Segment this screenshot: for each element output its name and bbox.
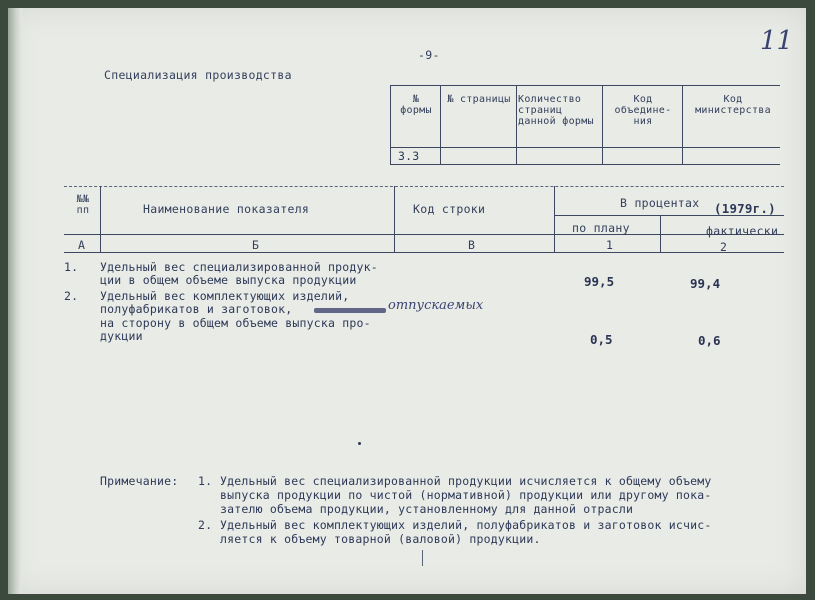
column-number-1: 1	[606, 238, 614, 252]
row-name-line: на сторону в общем объеме выпуска про-	[100, 316, 371, 330]
note-item-line: выпуска продукции по чистой (нормативной) продукции или другому пока-	[220, 488, 712, 502]
column-letter-a: А	[78, 238, 86, 252]
code-box-header-page-count: Количество страниц данной формы	[518, 94, 594, 127]
row-name-line: полуфабрикатов и заготовок,	[100, 302, 293, 316]
row-name-line: ции в общем объеме выпуска продукции	[100, 273, 357, 287]
year-stamp: (1979г.)	[714, 201, 776, 216]
page-binding-edge	[8, 8, 22, 594]
note-item-number: 1.	[198, 474, 213, 488]
code-box-header-ministry-code: Код министерства	[695, 94, 771, 116]
note-item-line: ляется к объему товарной (валовой) продукции.	[220, 532, 541, 546]
row-name-line: Удельный вес комплектующих изделий,	[100, 289, 350, 303]
note-item-line: Удельный вес комплектующих изделий, полуфабрикатов и заготовок исчис-	[220, 518, 712, 532]
column-number-2: 2	[720, 240, 728, 254]
header-row-code: Код строки	[413, 202, 486, 216]
row-planned-value: 99,5	[584, 274, 615, 289]
code-box-header-association-code: Код объедине-ния	[614, 94, 672, 127]
ink-dot	[358, 442, 361, 445]
note-item-line: Удельный вес специализированной продукции исчисляется к общему объему	[220, 474, 712, 488]
note-label: Примечание:	[100, 474, 179, 488]
header-row-number: №№ пп	[76, 194, 90, 216]
document-page	[8, 8, 806, 594]
corner-page-mark: 11	[760, 26, 794, 56]
row-planned-value: 0,5	[590, 332, 613, 347]
handwritten-correction: отпускаемых	[388, 298, 484, 313]
note-item-number: 2.	[198, 518, 213, 532]
header-actual: фактически	[706, 224, 779, 238]
code-box-header-page: № страницы	[447, 94, 511, 105]
header-in-percent: В процентах	[620, 196, 700, 210]
page-number: -9-	[418, 48, 440, 62]
section-title: Специализация производства	[104, 68, 292, 82]
code-box-header-form: № формы	[400, 94, 432, 116]
row-actual-value: 0,6	[698, 333, 721, 348]
row-actual-value: 99,4	[690, 276, 721, 291]
header-indicator-name: Наименование показателя	[143, 202, 310, 216]
column-letter-b: Б	[252, 238, 260, 252]
row-number: 1.	[64, 260, 79, 274]
code-box-form-value: 3.3	[398, 149, 420, 163]
strikethrough-mark	[314, 308, 386, 313]
row-name-line: Удельный вес специализированной продук-	[100, 260, 378, 274]
row-name-line: дукции	[100, 329, 143, 343]
bottom-tick-mark	[422, 550, 423, 566]
header-planned: по плану	[572, 221, 630, 235]
column-letter-v: В	[468, 238, 476, 252]
row-number: 2.	[64, 289, 79, 303]
note-item-line: зателю объема продукции, установленному для данной отрасли	[220, 502, 634, 516]
